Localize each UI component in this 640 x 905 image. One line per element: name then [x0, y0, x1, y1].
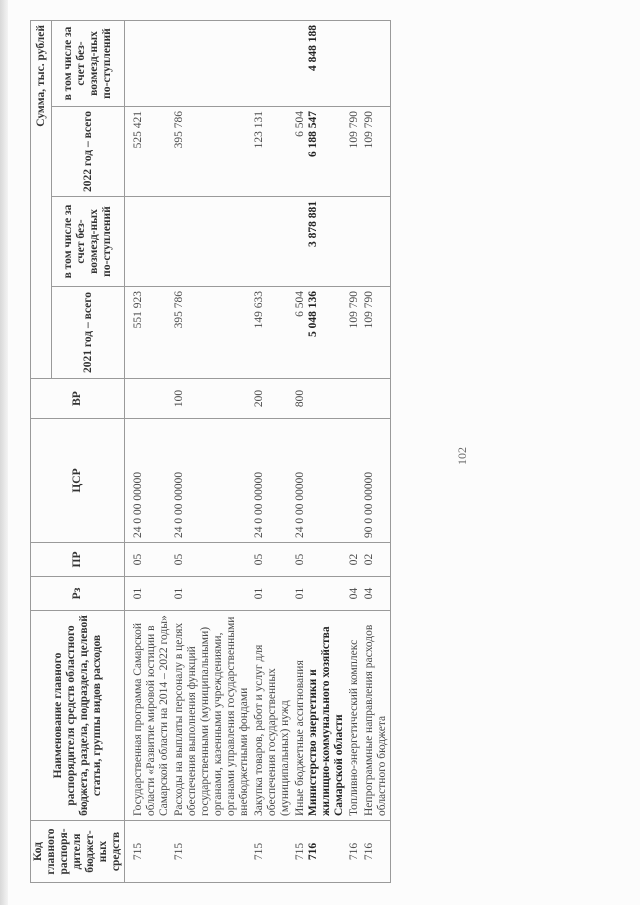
cell-2021-free [362, 197, 391, 287]
header-pr: ПР [31, 543, 125, 577]
cell-rz: 04 [347, 577, 362, 611]
cell-name: Топливно-энергетический комплекс [347, 611, 362, 821]
header-code: Код главного распоря-дителя бюджет-ных средств [31, 821, 125, 883]
cell-vr: 200 [252, 379, 293, 419]
cell-2021-free [172, 197, 252, 287]
cell-vr [347, 379, 362, 419]
cell-vr: 100 [172, 379, 252, 419]
table-row [293, 21, 347, 883]
cell-2022-free [362, 21, 391, 107]
cell-2021-total: 149 633 [252, 287, 293, 379]
cell-2022-total: 109 790 [362, 107, 391, 197]
cell-rz: 04 [362, 577, 391, 611]
cell-pr: 02 [347, 543, 362, 577]
cell-2022-total: 525 421 [131, 107, 172, 197]
cell-2022-total: 109 790 [347, 107, 362, 197]
cell-csr: 90 0 00 00000 [362, 419, 391, 543]
header-rz: Рз [31, 577, 125, 611]
cell-vr [362, 379, 391, 419]
cell-csr [347, 419, 362, 543]
cell-rz: 01 [172, 577, 252, 611]
cell-rz: 01 [293, 577, 347, 611]
cell-2021-free: 3 878 881 [307, 201, 319, 247]
cell-csr: 24 0 00 00000 [172, 419, 252, 543]
cell-code: 715 [172, 821, 252, 883]
cell-2021-total: 5 048 136 [307, 291, 319, 337]
cell-csr: 24 0 00 00000 [293, 419, 347, 543]
cell-name-pair [293, 611, 347, 821]
budget-table [30, 20, 391, 883]
cell-2022-free [252, 21, 293, 107]
page-number: 102 [455, 447, 469, 465]
cell-2022-total-pair [293, 107, 347, 197]
cell-code: 716 [362, 821, 391, 883]
cell-pr: 05 [131, 543, 172, 577]
cell-code: 715 [131, 821, 172, 883]
cell-2022-free-pair [293, 21, 347, 107]
cell-name: Закупка товаров, работ и услуг для обеспечения государственных (муниципальных) нужд [252, 611, 293, 821]
cell-code: 716 [347, 821, 362, 883]
cell-2021-total-pair [293, 287, 347, 379]
header-name: Наименование главного распорядителя средств областного бюджета, раздела, подраздела, целевой статьи, группы видов расходов [31, 611, 125, 821]
cell-pr: 05 [252, 543, 293, 577]
cell-csr: 24 0 00 00000 [131, 419, 172, 543]
table-row [172, 21, 252, 883]
cell-2021-total: 109 790 [347, 287, 362, 379]
cell-code-pair [293, 821, 347, 883]
header-csr: ЦСР [31, 419, 125, 543]
cell-name: Иные бюджетные ассигнования [294, 660, 306, 816]
cell-vr: 800 [293, 379, 347, 419]
cell-2021-free [252, 197, 293, 287]
cell-name: Непрограммные направления расходов областного бюджета [362, 611, 391, 821]
table-row [252, 21, 293, 883]
table-row [347, 21, 362, 883]
header-sum: Сумма, тыс. рублей [31, 21, 52, 379]
cell-2021-free [131, 197, 172, 287]
cell-pr: 02 [362, 543, 391, 577]
cell-name: Государственная программа Самарской области «Развитие мировой юстиции в Самарской области на 2014 – 2022 годы» [131, 611, 172, 821]
header-2022-free: в том числе за счет без-возмезд-ных по-ступлений [52, 21, 125, 107]
cell-code: 715 [252, 821, 293, 883]
cell-2021-total: 551 923 [131, 287, 172, 379]
cell-name: Расходы на выплаты персоналу в целях обеспечения выполнения функций государственными (муниципальными) органами, казенными учреждениями, органами управления государственными внебюджетными фондами [172, 611, 252, 821]
cell-rz: 01 [131, 577, 172, 611]
cell-code: 715 [294, 842, 306, 861]
table-row [362, 21, 391, 883]
cell-2021-free [347, 197, 362, 287]
cell-2021-free-pair [293, 197, 347, 287]
cell-pr: 05 [172, 543, 252, 577]
cell-rz: 01 [252, 577, 293, 611]
cell-2022-free: 4 848 188 [307, 25, 319, 71]
cell-2022-free [172, 21, 252, 107]
cell-2022-free [294, 25, 307, 102]
cell-2021-total: 109 790 [362, 287, 391, 379]
cell-code: 716 [307, 842, 319, 861]
cell-vr [131, 379, 172, 419]
table-row [131, 21, 172, 883]
header-2022-total: 2022 год – всего [52, 107, 125, 197]
cell-csr: 24 0 00 00000 [252, 419, 293, 543]
cell-2022-total: 6 188 547 [307, 111, 319, 157]
header-vr: ВР [31, 379, 125, 419]
cell-2021-total: 6 504 [294, 291, 306, 317]
cell-pr: 05 [293, 543, 347, 577]
cell-2022-total: 123 131 [252, 107, 293, 197]
cell-2021-free [294, 201, 307, 282]
cell-2022-total: 6 504 [294, 111, 306, 137]
cell-2022-free [131, 21, 172, 107]
cell-2022-total: 395 786 [172, 107, 252, 197]
cell-2021-total: 395 786 [172, 287, 252, 379]
header-2021-total: 2021 год – всего [52, 287, 125, 379]
cell-2022-free [347, 21, 362, 107]
cell-name: Министерство энергетики и жилищно-коммунального хозяйства Самарской области [307, 626, 345, 816]
header-2021-free: в том числе за счет без-возмезд-ных по-ступлений [52, 197, 125, 287]
